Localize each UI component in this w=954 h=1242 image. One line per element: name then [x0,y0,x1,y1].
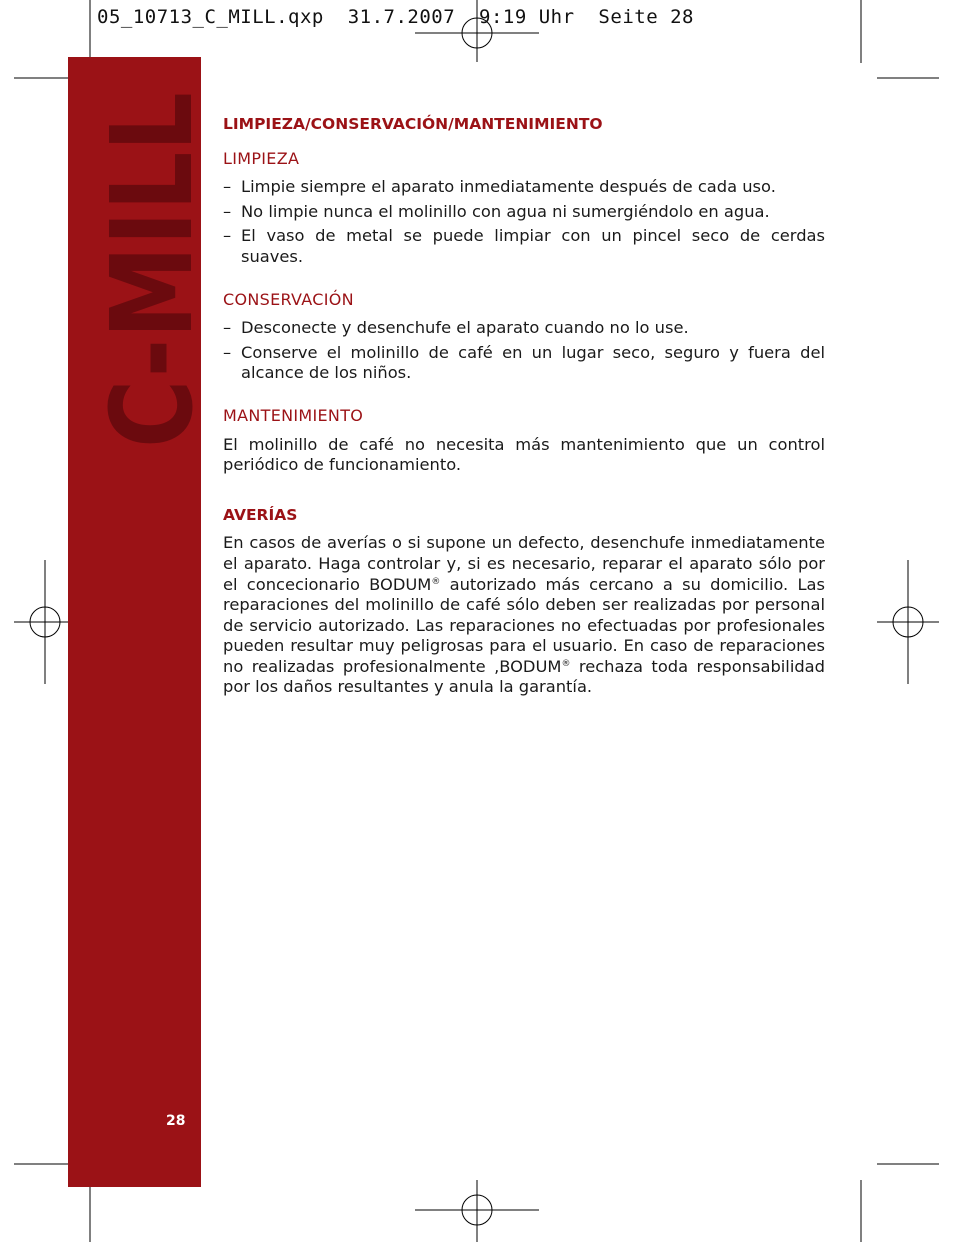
section-title: LIMPIEZA/CONSERVACIÓN/MANTENIMIENTO [223,115,603,133]
file-slug: 05_10713_C_MILL.qxp 31.7.2007 9:19 Uhr Seite 28 [97,6,694,28]
list-item: – Conserve el molinillo de café en un lugar seco, seguro y fuera del alcance de los niños. [223,343,825,384]
averias-text-part3: rechaza toda responsabilidad por los daños resultantes y anula la garantía. [223,656,825,697]
main-content [223,110,825,698]
limpieza-heading: LIMPIEZA [223,148,300,168]
mantenimiento-text: El molinillo de café no necesita más mantenimiento que un control periódico de funcionamiento. [223,434,825,475]
list-item: – Limpie siempre el aparato inmediatamente después de cada uso. [223,177,825,198]
averias-text-part2: autorizado más cercano a su domicilio. Las reparaciones del molinillo de café sólo deben ser realizadas por personal de servicio autorizado. Las reparaciones no efectuadas por profesionales pueden resultar muy peligrosas para el usuario. En caso de reparaciones no realizadas profesionalmente ‚BODUM [223,574,825,676]
list-item: – No limpie nunca el molinillo con agua ni sumergiéndolo en agua. [223,202,825,223]
page-number: 28 [166,1113,186,1129]
conservacion-heading: CONSERVACIÓN [223,289,354,309]
averias-heading: AVERÍAS [223,505,298,524]
list-item: – El vaso de metal se puede limpiar con un pincel seco de cerdas suaves. [223,226,825,267]
list-item: – Desconecte y desenchufe el aparato cuando no lo use. [223,318,825,339]
brand-logo-vertical [88,20,218,450]
registered-mark: ® [561,658,571,669]
limpieza-list [223,177,825,267]
conservacion-list [223,318,825,384]
averias-text-part1: En casos de averías o si supone un defecto, desenchufe inmediatamente el aparato. Haga controlar y, si es necesario, reparar el aparato sólo por el concecionario BODUM [223,533,825,594]
averias-text [223,533,825,698]
mantenimiento-heading: MANTENIMIENTO [223,405,364,425]
brand-text: C-MILL [88,20,218,448]
registered-mark: ® [431,576,441,587]
